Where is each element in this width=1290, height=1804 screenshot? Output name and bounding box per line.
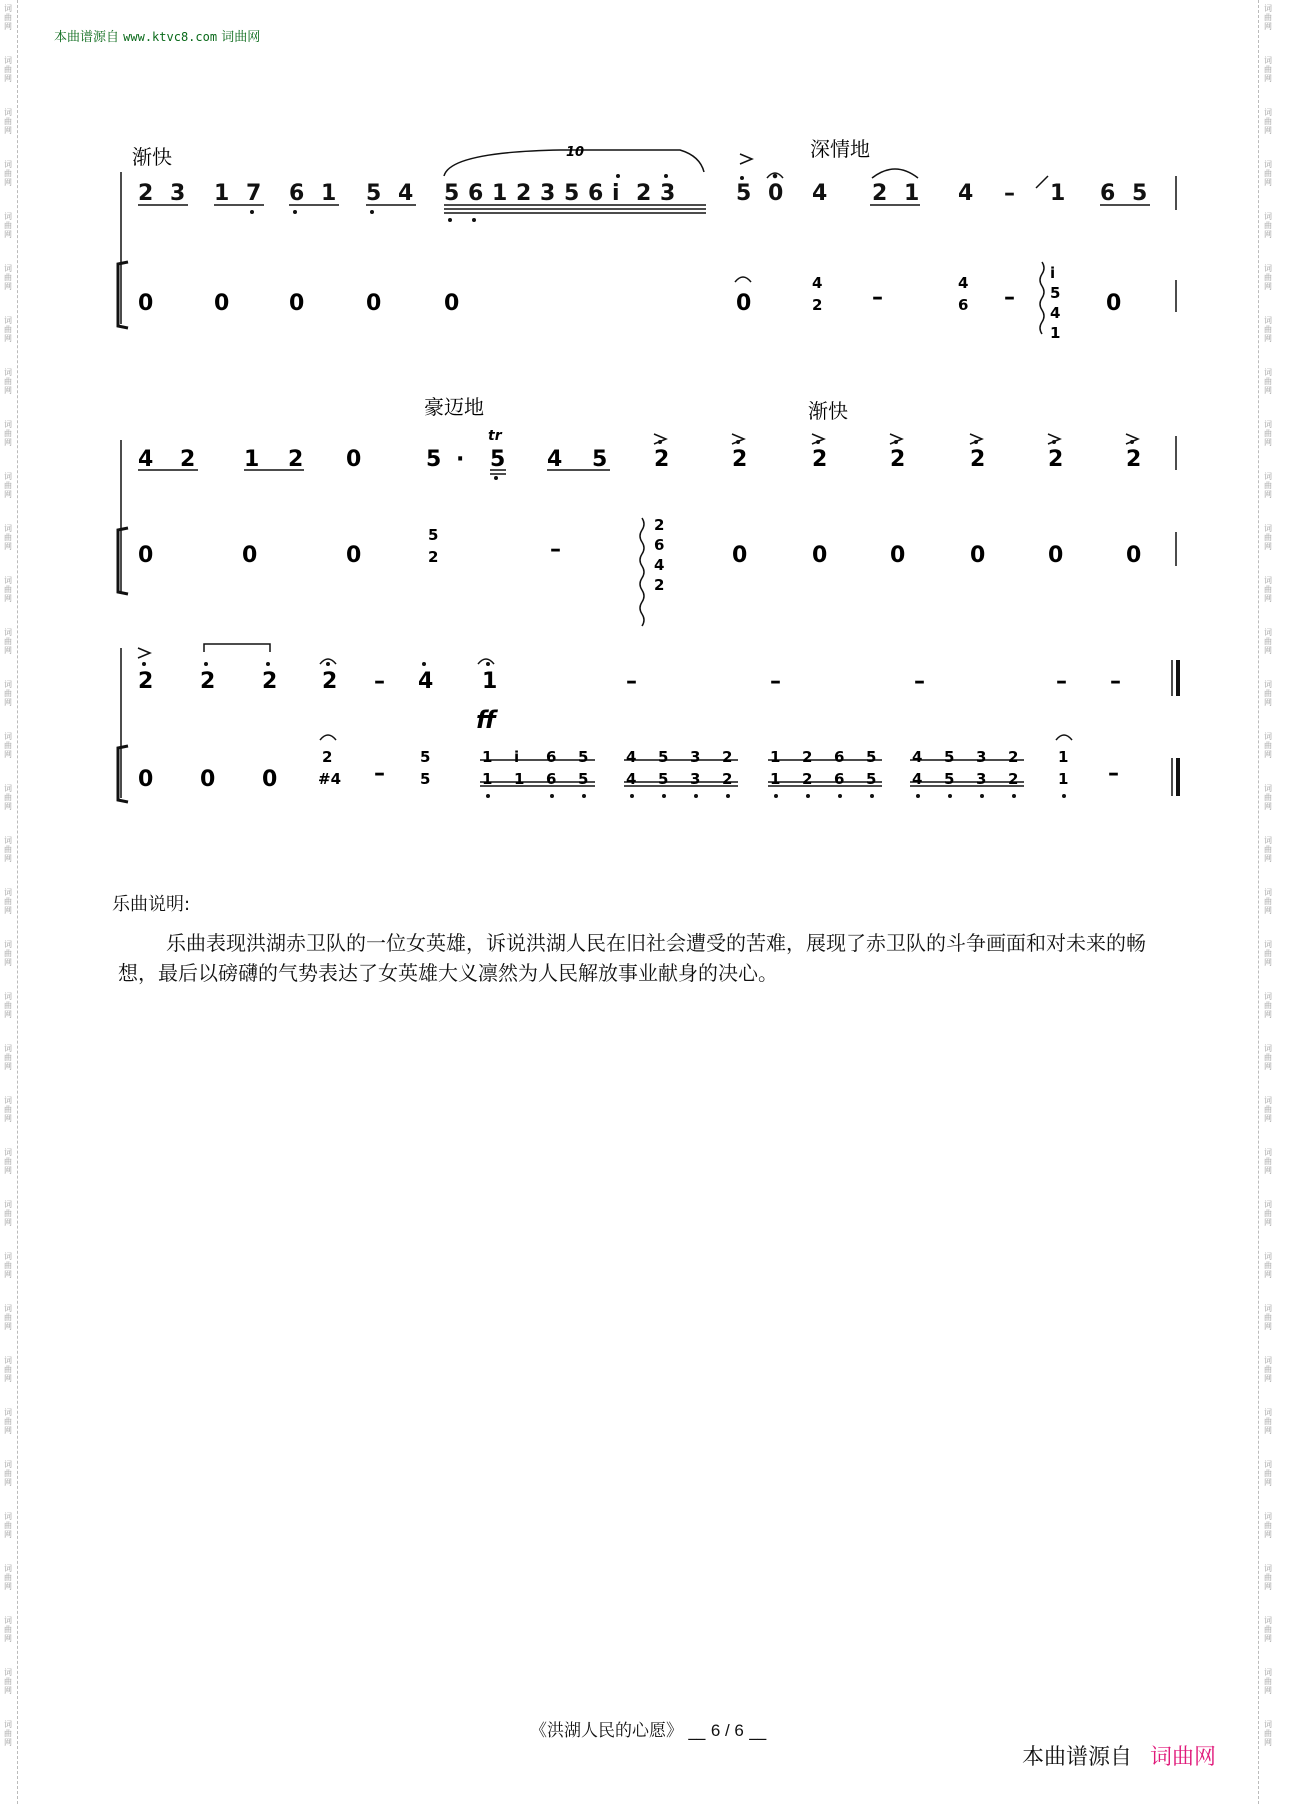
svg-text:0: 0 <box>732 543 748 568</box>
watermark-text: 词 曲 网 <box>1264 1408 1272 1435</box>
svg-text:6: 6 <box>289 181 305 206</box>
watermark-text: 词 曲 网 <box>4 264 12 291</box>
svg-text:1: 1 <box>514 770 525 788</box>
watermark-text: 词 曲 网 <box>1264 420 1272 447</box>
svg-text:2: 2 <box>802 748 813 766</box>
svg-text:3: 3 <box>540 181 556 206</box>
watermark-text: 词 曲 网 <box>1264 108 1272 135</box>
watermark-text: 词 曲 网 <box>4 524 12 551</box>
watermark-text: 词 曲 网 <box>1264 212 1272 239</box>
svg-text:4: 4 <box>654 556 665 574</box>
svg-text:5: 5 <box>578 748 589 766</box>
svg-text:–: – <box>550 537 561 562</box>
svg-text:2: 2 <box>200 669 216 694</box>
watermark-text: 词 曲 网 <box>4 888 12 915</box>
watermark-text: 词 曲 网 <box>4 940 12 967</box>
watermark-text: 词 曲 网 <box>4 1148 12 1175</box>
watermark-text: 词 曲 网 <box>1264 1304 1272 1331</box>
watermark-text: 词 曲 网 <box>4 108 12 135</box>
svg-text:2: 2 <box>722 770 733 788</box>
svg-text:4: 4 <box>1050 304 1061 322</box>
watermark-text: 词 曲 网 <box>1264 784 1272 811</box>
watermark-text: 词 曲 网 <box>1264 4 1272 31</box>
source-footer-label: 本曲谱源自 <box>1022 1745 1133 1770</box>
svg-text:–: – <box>1004 181 1015 206</box>
svg-text:2: 2 <box>138 181 154 206</box>
svg-text:5: 5 <box>1050 284 1061 302</box>
svg-text:6: 6 <box>546 770 557 788</box>
system-3-upper <box>138 669 1121 694</box>
svg-text:0: 0 <box>1106 291 1122 316</box>
source-url[interactable]: www.ktvc8.com <box>123 30 218 44</box>
svg-text:0: 0 <box>346 543 362 568</box>
svg-text:2: 2 <box>970 447 986 472</box>
watermark-text: 词 曲 网 <box>4 1252 12 1279</box>
watermark-text: 词 曲 网 <box>1264 992 1272 1019</box>
svg-text:1: 1 <box>244 447 260 472</box>
svg-text:5: 5 <box>944 770 955 788</box>
watermark-text: 词 曲 网 <box>4 1564 12 1591</box>
svg-text:1: 1 <box>904 181 920 206</box>
svg-text:5: 5 <box>366 181 382 206</box>
watermark-text: 词 曲 网 <box>1264 576 1272 603</box>
svg-text:3: 3 <box>170 181 186 206</box>
watermark-text: 词 曲 网 <box>4 576 12 603</box>
watermark-text: 词 曲 网 <box>1264 1668 1272 1695</box>
watermark-text: 词 曲 网 <box>4 160 12 187</box>
watermark-text: 词 曲 网 <box>4 836 12 863</box>
svg-text:6: 6 <box>834 748 845 766</box>
watermark-text: 词 曲 网 <box>1264 264 1272 291</box>
svg-text:0: 0 <box>768 181 784 206</box>
svg-text:2: 2 <box>1008 770 1019 788</box>
fortissimo-mark: ff <box>476 706 496 734</box>
svg-text:2: 2 <box>812 447 828 472</box>
svg-text:4: 4 <box>547 447 563 472</box>
svg-text:4: 4 <box>912 770 923 788</box>
svg-text:0: 0 <box>736 291 752 316</box>
svg-text:5: 5 <box>736 181 752 206</box>
svg-text:4: 4 <box>812 274 823 292</box>
svg-text:1: 1 <box>1058 770 1069 788</box>
system-1-upper <box>138 181 1147 206</box>
svg-text:6: 6 <box>1100 181 1116 206</box>
svg-text:0: 0 <box>812 543 828 568</box>
svg-text:3: 3 <box>976 748 987 766</box>
svg-text:1: 1 <box>482 748 493 766</box>
watermark-text: 词 曲 网 <box>4 680 12 707</box>
svg-text:6: 6 <box>468 181 484 206</box>
watermark-text: 词 曲 网 <box>1264 1200 1272 1227</box>
svg-text:0: 0 <box>366 291 382 316</box>
watermark-text: 词 曲 网 <box>4 1096 12 1123</box>
svg-text:1: 1 <box>482 770 493 788</box>
svg-text:0: 0 <box>1048 543 1064 568</box>
svg-text:3: 3 <box>690 748 701 766</box>
svg-text:–: – <box>1110 669 1121 694</box>
svg-text:0: 0 <box>289 291 305 316</box>
watermark-text: 词 曲 网 <box>4 1512 12 1539</box>
svg-text:2: 2 <box>812 296 823 314</box>
svg-text:0: 0 <box>444 291 460 316</box>
svg-text:2: 2 <box>890 447 906 472</box>
svg-text:0: 0 <box>970 543 986 568</box>
watermark-text: 词 曲 网 <box>1264 732 1272 759</box>
svg-text:5: 5 <box>578 770 589 788</box>
svg-text:–: – <box>872 285 883 310</box>
svg-text:6: 6 <box>958 296 969 314</box>
svg-text:1: 1 <box>770 748 781 766</box>
octave-dots <box>142 174 1134 798</box>
svg-text:5: 5 <box>658 748 669 766</box>
svg-text:5: 5 <box>866 770 877 788</box>
watermark-text: 词 曲 网 <box>4 316 12 343</box>
svg-text:i: i <box>612 181 620 206</box>
svg-text:5: 5 <box>444 181 460 206</box>
svg-text:2: 2 <box>322 669 338 694</box>
svg-text:5: 5 <box>1132 181 1148 206</box>
tender-direction: 深情地 <box>810 137 870 161</box>
svg-text:5: 5 <box>426 447 442 472</box>
svg-text:1: 1 <box>214 181 230 206</box>
watermark-text: 词 曲 网 <box>1264 472 1272 499</box>
svg-text:0: 0 <box>1126 543 1142 568</box>
svg-text:–: – <box>770 669 781 694</box>
svg-text:2: 2 <box>722 748 733 766</box>
watermark-text: 词 曲 网 <box>4 1200 12 1227</box>
svg-text:4: 4 <box>958 274 969 292</box>
accel-direction-1: 渐快 <box>132 145 172 169</box>
svg-text:0: 0 <box>346 447 362 472</box>
svg-text:5: 5 <box>658 770 669 788</box>
svg-text:2: 2 <box>654 447 670 472</box>
svg-text:0: 0 <box>138 543 154 568</box>
watermark-text: 词 曲 网 <box>4 420 12 447</box>
svg-text:–: – <box>1056 669 1067 694</box>
svg-text:#4: #4 <box>318 770 342 788</box>
watermark-text: 词 曲 网 <box>4 1408 12 1435</box>
watermark-text: 词 曲 网 <box>1264 524 1272 551</box>
svg-text:3: 3 <box>660 181 676 206</box>
watermark-text: 词 曲 网 <box>1264 836 1272 863</box>
watermark-text: 词 曲 网 <box>1264 1720 1272 1747</box>
svg-text:2: 2 <box>516 181 532 206</box>
svg-text:2: 2 <box>872 181 888 206</box>
trill-mark: tr <box>488 428 502 444</box>
source-footer <box>1022 1740 1216 1771</box>
svg-text:5: 5 <box>490 447 506 472</box>
watermark-text: 词 曲 网 <box>1264 56 1272 83</box>
svg-text:4: 4 <box>912 748 923 766</box>
svg-text:2: 2 <box>1048 447 1064 472</box>
watermark-text: 词 曲 网 <box>1264 1356 1272 1383</box>
svg-text:1: 1 <box>321 181 337 206</box>
watermark-text: 词 曲 网 <box>1264 680 1272 707</box>
watermark-text: 词 曲 网 <box>1264 1460 1272 1487</box>
svg-text:6: 6 <box>834 770 845 788</box>
svg-text:4: 4 <box>958 181 974 206</box>
svg-text:0: 0 <box>262 767 278 792</box>
svg-text:2: 2 <box>180 447 196 472</box>
svg-text:i: i <box>1050 264 1056 282</box>
watermark-text: 词 曲 网 <box>1264 1096 1272 1123</box>
source-footer-brand[interactable]: 词曲网 <box>1150 1745 1217 1770</box>
svg-text:0: 0 <box>890 543 906 568</box>
svg-text:2: 2 <box>428 548 439 566</box>
watermark-text: 词 曲 网 <box>1264 888 1272 915</box>
svg-text:2: 2 <box>1126 447 1142 472</box>
svg-text:5: 5 <box>420 748 431 766</box>
tuplet-number: 10 <box>566 145 585 160</box>
svg-text:4: 4 <box>398 181 414 206</box>
watermark-text: 词 曲 网 <box>4 472 12 499</box>
svg-text:2: 2 <box>732 447 748 472</box>
svg-text:5: 5 <box>420 770 431 788</box>
svg-text:1: 1 <box>1058 748 1069 766</box>
svg-text:–: – <box>626 669 637 694</box>
watermark-text: 词 曲 网 <box>4 992 12 1019</box>
svg-text:0: 0 <box>138 767 154 792</box>
svg-text:–: – <box>374 669 385 694</box>
watermark-text: 词 曲 网 <box>4 56 12 83</box>
watermark-text: 词 曲 网 <box>1264 316 1272 343</box>
watermark-text: 词 曲 网 <box>4 784 12 811</box>
svg-text:2: 2 <box>636 181 652 206</box>
watermark-text: 词 曲 网 <box>1264 1044 1272 1071</box>
bold-direction: 豪迈地 <box>424 395 484 419</box>
svg-text:1: 1 <box>1050 181 1066 206</box>
svg-text:2: 2 <box>322 748 333 766</box>
footer-title: 《洪湖人民的心愿》 <box>530 1721 683 1741</box>
page-footer: 《洪湖人民的心愿》 __ 6 / 6 __ <box>530 1721 767 1741</box>
svg-text:0: 0 <box>200 767 216 792</box>
svg-text:0: 0 <box>242 543 258 568</box>
watermark-text: 词 曲 网 <box>4 1304 12 1331</box>
svg-text:2: 2 <box>262 669 278 694</box>
svg-text:–: – <box>1108 761 1119 786</box>
source-site: 词曲网 <box>221 30 261 45</box>
watermark-text: 词 曲 网 <box>4 1668 12 1695</box>
watermark-text: 词 曲 网 <box>1264 1512 1272 1539</box>
watermark-text: 词 曲 网 <box>4 1460 12 1487</box>
svg-text:4: 4 <box>626 770 637 788</box>
svg-text:2: 2 <box>1008 748 1019 766</box>
watermark-text: 词 曲 网 <box>1264 1148 1272 1175</box>
notes-body: 乐曲表现洪湖赤卫队的一位女英雄，诉说洪湖人民在旧社会遭受的苦难，展现了赤卫队的斗争画面和对未来的畅想，最后以磅礴的气势表达了女英雄大义凛然为人民解放事业献身的决心。 <box>118 931 1146 985</box>
svg-text:2: 2 <box>802 770 813 788</box>
svg-text:1: 1 <box>1050 324 1061 342</box>
svg-text:2: 2 <box>654 516 665 534</box>
watermark-text: 词 曲 网 <box>4 212 12 239</box>
svg-text:i: i <box>514 748 520 766</box>
watermark-text: 词 曲 网 <box>1264 368 1272 395</box>
watermark-text: 词 曲 网 <box>4 1720 12 1747</box>
svg-text:5: 5 <box>866 748 877 766</box>
watermark-text: 词 曲 网 <box>4 368 12 395</box>
svg-text:5: 5 <box>564 181 580 206</box>
system-1-lower <box>138 264 1121 342</box>
svg-text:2: 2 <box>654 576 665 594</box>
svg-text:5: 5 <box>944 748 955 766</box>
score-svg <box>0 0 1290 900</box>
watermark-text: 词 曲 网 <box>1264 1616 1272 1643</box>
watermark-text: 词 曲 网 <box>4 1356 12 1383</box>
svg-text:2: 2 <box>288 447 304 472</box>
watermark-text: 词 曲 网 <box>4 1616 12 1643</box>
svg-text:–: – <box>374 761 385 786</box>
system-2-upper <box>138 447 1141 472</box>
svg-text:6: 6 <box>654 536 665 554</box>
svg-text:0: 0 <box>214 291 230 316</box>
svg-text:4: 4 <box>418 669 434 694</box>
svg-text:5: 5 <box>592 447 608 472</box>
svg-text:4: 4 <box>812 181 828 206</box>
svg-text:5: 5 <box>428 526 439 544</box>
svg-text:4: 4 <box>626 748 637 766</box>
svg-text:–: – <box>1004 285 1015 310</box>
svg-text:3: 3 <box>976 770 987 788</box>
page-number: 6 / 6 <box>710 1721 744 1740</box>
accel-direction-2: 渐快 <box>808 399 848 423</box>
watermark-text: 词 曲 网 <box>1264 940 1272 967</box>
music-score <box>0 0 1290 900</box>
watermark-text: 词 曲 网 <box>4 732 12 759</box>
svg-text:6: 6 <box>588 181 604 206</box>
svg-text:·: · <box>456 447 465 472</box>
watermark-text: 词 曲 网 <box>1264 1564 1272 1591</box>
svg-text:4: 4 <box>138 447 154 472</box>
svg-text:7: 7 <box>246 181 262 206</box>
watermark-text: 词 曲 网 <box>1264 1252 1272 1279</box>
watermark-text: 词 曲 网 <box>1264 628 1272 655</box>
svg-text:1: 1 <box>482 669 498 694</box>
notes-title: 乐曲说明: <box>112 894 191 915</box>
svg-text:2: 2 <box>138 669 154 694</box>
svg-text:1: 1 <box>770 770 781 788</box>
watermark-text: 词 曲 网 <box>4 1044 12 1071</box>
watermark-text: 词 曲 网 <box>4 4 12 31</box>
svg-text:3: 3 <box>690 770 701 788</box>
svg-text:6: 6 <box>546 748 557 766</box>
svg-text:–: – <box>914 669 925 694</box>
watermark-text: 词 曲 网 <box>4 628 12 655</box>
svg-text:0: 0 <box>138 291 154 316</box>
source-label: 本曲谱源自 <box>54 30 120 45</box>
svg-text:1: 1 <box>492 181 508 206</box>
watermark-text: 词 曲 网 <box>1264 160 1272 187</box>
